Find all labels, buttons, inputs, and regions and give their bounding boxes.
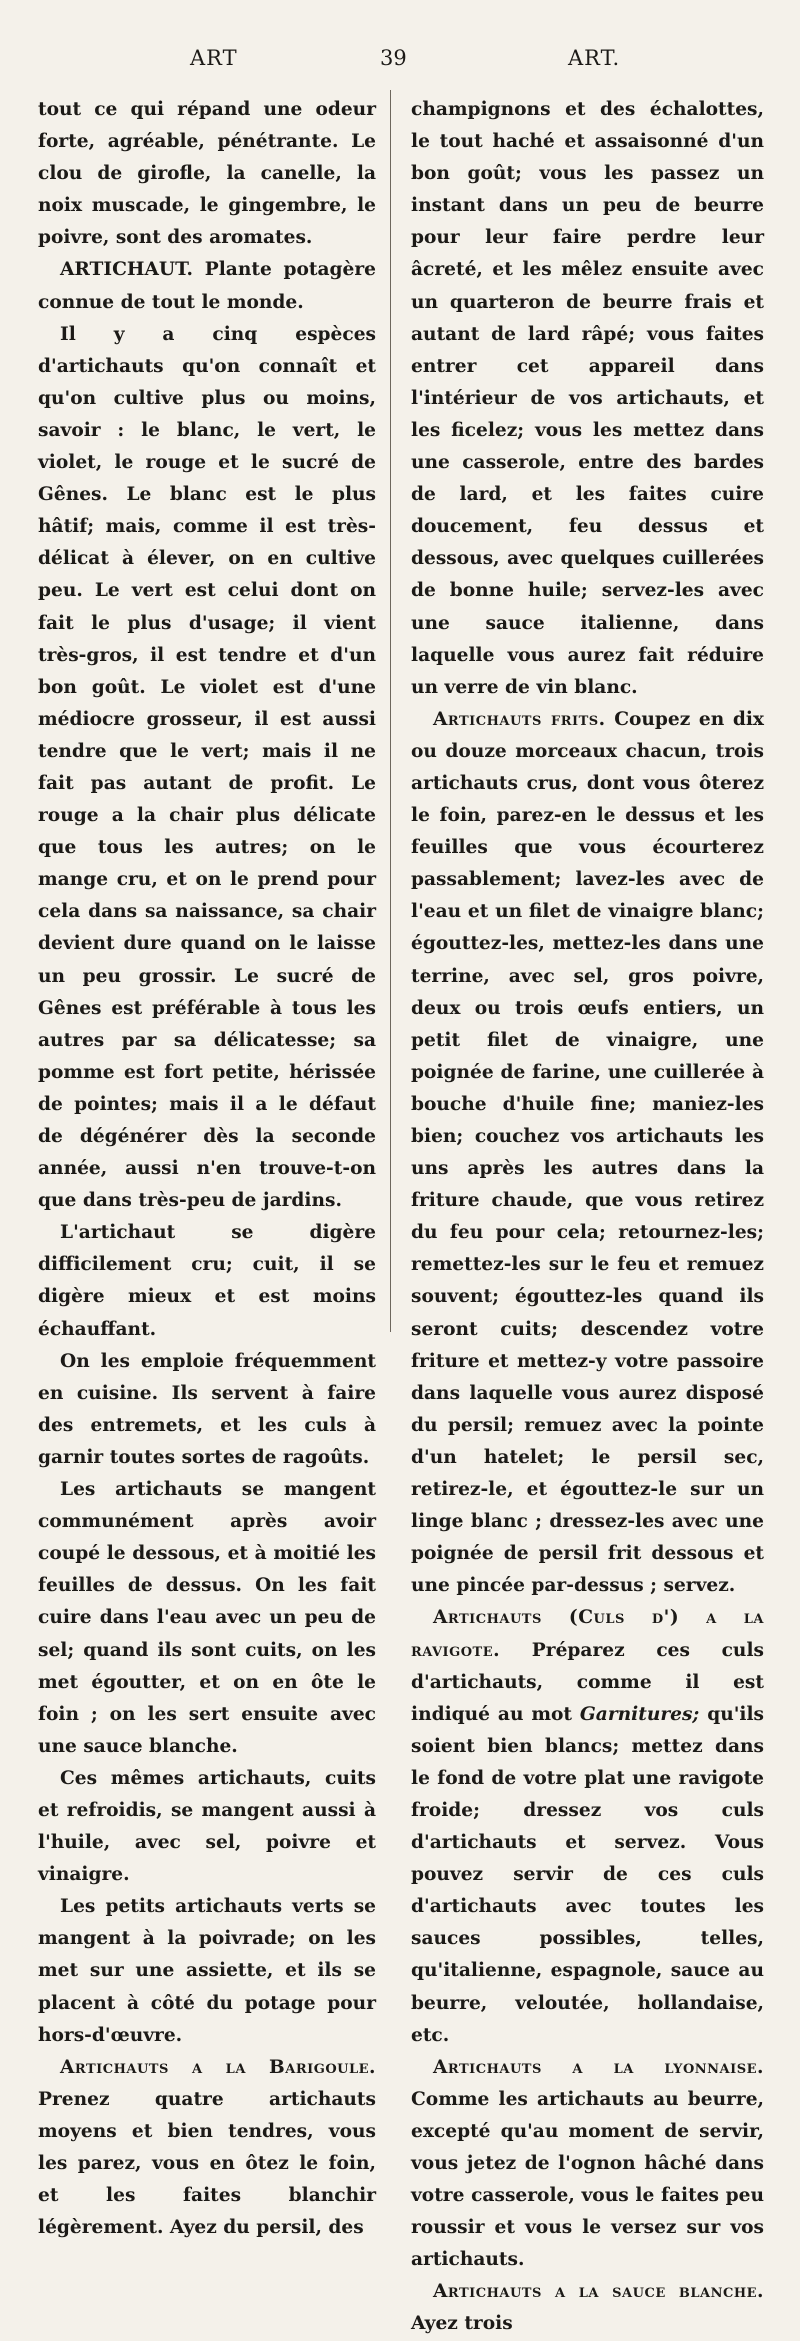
entry-heading: Artichauts (Culs d') a la ravigote. [411,1607,764,1661]
paragraph: Les artichauts se mangent communément après avoir coupé le dessous, et à moitié les feuilles de dessus. On les fait cuire dans l'eau avec un peu de sel; quand ils sont cuits, on les met égoutter, et on en ôte le foin ; on les sert ensuite avec une sauce blanche. [38,1479,376,1757]
paragraph: Il y a cinq espèces d'artichauts qu'on connaît et qu'on cultive plus ou moins, savoir : le blanc, le vert, le violet, le rouge et le sucré de Gênes. Le blanc est le plus hâtif; mais, comme il est très-délicat à élever, on en cultive peu. Le vert est celui dont on fait le plus d'usage; il vient très-gros, il est tendre et d'un bon goût. Le violet est d'une médiocre grosseur, il est aussi tendre que le vert; mais il ne fait pas autant de profit. Le rouge a la chair plus délicate que tous les autres; on le mange cru, et on le prend pour cela dans sa naissance, sa chair devient dure quand on le laisse un peu grossir. Le sucré de Gênes est préférable à tous les autres par sa délicatesse; sa pomme est fort petite, hérissée de pointes; mais il a le défaut de dégénérer dès la seconde année, aussi n'en trouve-t-on que dans très-peu de jardins. [38,323,376,1212]
header-right-title: ART. [568,46,621,70]
page-number: 39 [380,46,407,70]
paragraph: tout ce qui répand une odeur forte, agréable, pénétrante. Le clou de girofle, la canelle, la noix muscade, le gingembre, le poivre, sont des aromates. [38,99,376,249]
paragraph: Ces mêmes artichauts, cuits et refroidis, se mangent aussi à l'huile, avec sel, poivre et vinaigre. [38,1767,376,1886]
entry-heading: Artichauts frits. [433,708,606,730]
paragraph: champignons et des échalottes, le tout haché et assaisonné d'un bon goût; vous les passez un instant dans un peu de beurre pour leur faire perdre leur âcreté, et les mêlez ensuite avec un quarteron de beurre frais et autant de lard râpé; vous faites entrer cet appareil dans l'intérieur de vos artichauts, et les ficelez; vous les mettez dans une casserole, entre des bardes de lard, et les faites cuire doucement, feu dessus et dessous, avec quelques cuillerées de bonne huile; servez-les avec une sauce italienne, dans laquelle vous aurez fait réduire un verre de vin blanc. [411,99,764,698]
paragraph: L'artichaut se digère difficilement cru; cuit, il se digère mieux et est moins échauffant. [38,1222,376,1340]
entry-lyonnaise [411,2052,764,2277]
right-column [411,94,764,2341]
cross-reference: Garnitures; [579,1703,700,1725]
entry-text: Coupez en dix ou douze morceaux chacun, trois artichauts crus, dont vous ôterez le foin, parez-en le dessus et les feuilles que vous écourterez passablement; lavez-les avec de l'eau et un filet de vinaigre blanc; égouttez-les, mettez-les dans une terrine, avec sel, gros poivre, deux ou trois œufs entiers, un petit filet de vinaigre, une poignée de farine, une cuillerée à bouche d'huile fine; maniez-les bien; couchez vos artichauts les uns après les autres dans la friture chaude, que vous retirez du feu pour cela; retournez-les; remettez-les sur le feu et remuez souvent; égouttez-les quand ils seront cuits; descendez votre friture et mettez-y votre passoire dans laquelle vous aurez disposé du persil; remuez avec la pointe d'un hatelet; le persil sec, retirez-le, et égouttez-le sur un linge blanc ; dressez-les avec une poignée de persil frit dessous et une pincée par-dessus ; servez. [411,708,765,1597]
paragraph: Les petits artichauts verts se mangent à la poivrade; on les met sur une assiette, et ils se placent à côté du potage pour hors-d'œuvre. [38,1896,376,2046]
entry-text: qu'ils soient bien blancs; mettez dans le fond de votre plat une ravigote froide; dressez vos culs d'artichauts et servez. Vous pouvez servir de ces culs d'artichauts avec toutes les sauces possibles, telles, qu'italienne, espagnole, sauce au beurre, veloutée, hollandaise, etc. [411,1703,764,2046]
header-left-title: ART [190,46,238,70]
entry-text: Ayez trois [411,2313,513,2335]
entry-barigoule [38,2052,376,2245]
entry-text: Prenez quatre artichauts moyens et bien tendres, vous les parez, vous en ôtez le foin, et les faites blanchir légèrement. Ayez du persil, des [38,2088,376,2239]
entry-text: Plante potagère connue de tout le monde. [38,259,376,313]
entry-frits [411,704,764,1603]
entry-ravigote [411,1602,764,2051]
entry-text: Préparez ces culs d'artichauts, comme il est indiqué au mot [411,1639,764,1725]
entry-heading: Artichauts a la lyonnaise. [433,2056,764,2078]
entry-sauce-blanche [411,2276,764,2340]
left-column [38,94,376,2244]
entry-text: Comme les artichauts au beurre, excepté qu'au moment de servir, vous jetez de l'ognon hâché dans votre casserole, vous le faites peu roussir et vous le versez sur vos artichauts. [411,2088,764,2271]
entry-heading: ARTICHAUT. [60,259,194,281]
running-header [0,46,800,86]
paragraph: On les emploie fréquemment en cuisine. Ils servent à faire des entremets, et les culs à garnir toutes sortes de ragoûts. [38,1350,376,1468]
entry-heading: Artichauts a la Barigoule. [60,2056,376,2078]
column-divider [390,90,391,1332]
entry-heading: Artichauts a la sauce blanche. [433,2281,764,2303]
entry-artichaut [38,254,376,318]
